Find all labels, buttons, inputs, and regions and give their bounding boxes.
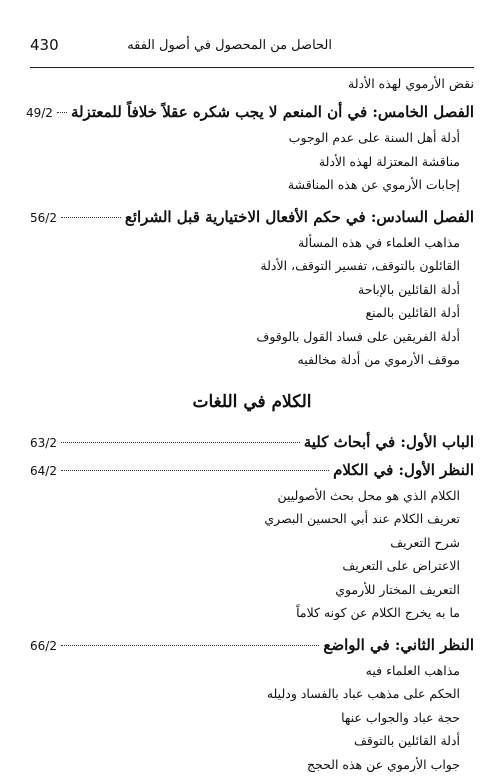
- table-of-contents: [25, 72, 474, 776]
- toc-entry-title: الباب الأول: في أبحاث كلية: [303, 432, 474, 451]
- toc-item: إجابات الأرموي عن هذه المناقشة: [287, 177, 460, 192]
- toc-entry-bab-1: [30, 428, 474, 456]
- toc-item: ما به يخرج الكلام عن كونه كلاماً: [296, 605, 460, 620]
- toc-item: أدلة أهل السنة على عدم الوجوب: [288, 130, 460, 145]
- dot-leader: [61, 470, 329, 471]
- toc-item: تعريف الكلام عند أبي الحسين البصري: [264, 511, 460, 526]
- section-heading: الكلام في اللغات: [192, 391, 312, 412]
- toc-item: حجة عباد والجواب عنها: [341, 709, 460, 725]
- toc-entry-chapter-6: [30, 203, 474, 231]
- running-title: الحاصل من المحصول في أصول الفقه: [127, 38, 332, 53]
- toc-item: مذاهب العلماء فيه: [365, 662, 460, 678]
- toc-item: نقض الأرموي لهذه الأدلة: [348, 76, 474, 91]
- toc-item: مناقشة المعتزلة لهذه الأدلة: [318, 153, 460, 169]
- toc-page-ref: 63/2: [30, 435, 57, 450]
- toc-entry-title: الفصل الخامس: في أن المنعم لا يجب شكره عقلاً خلافاً للمعتزلة: [70, 103, 474, 121]
- toc-entry-title: الفصل السادس: في حكم الأفعال الاختيارية قبل الشرائع: [124, 207, 474, 226]
- toc-item: القائلون بالتوقف، تفسير التوقف، الأدلة: [260, 258, 460, 273]
- toc-item: مذاهب العلماء في هذه المسألة: [298, 234, 460, 250]
- toc-item: أدلة القائلين بالإباحة: [358, 281, 460, 297]
- toc-entry-nazar-1: [30, 456, 474, 484]
- toc-page-ref: 66/2: [30, 638, 57, 653]
- dot-leader: [57, 112, 67, 113]
- toc-item: الاعتراض على التعريف: [342, 558, 460, 573]
- toc-page-ref: 64/2: [30, 463, 57, 478]
- toc-entry-nazar-2: [30, 631, 474, 659]
- toc-entry-title: النظر الثاني: في الواضع: [323, 635, 474, 654]
- toc-item: أدلة القائلين بالتوقف: [353, 733, 460, 748]
- page-number: 430: [30, 36, 59, 54]
- toc-item: جواب الأرموي عن هذه الحجج: [306, 756, 460, 772]
- toc-item: الحكم على مذهب عباد بالفساد ودليله: [266, 686, 460, 701]
- toc-page-ref: 56/2: [30, 210, 57, 225]
- toc-entry-title: النظر الأول: في الكلام: [333, 460, 474, 479]
- dot-leader: [61, 442, 300, 443]
- toc-item: التعريف المختار للأرموي: [335, 581, 460, 597]
- toc-page-ref: 49/2: [25, 106, 53, 120]
- toc-item: الكلام الذي هو محل بحث الأصوليين: [277, 487, 460, 503]
- dot-leader: [61, 217, 121, 218]
- page-header: [30, 8, 474, 68]
- toc-item: موقف الأرموي من أدلة مخالفيه: [297, 352, 460, 367]
- toc-item: أدلة القائلين بالمنع: [365, 305, 460, 320]
- dot-leader: [61, 645, 319, 646]
- toc-item: شرح التعريف: [390, 534, 460, 550]
- toc-item: أدلة الفريقين على فساد القول بالوقوف: [256, 328, 460, 344]
- toc-entry-chapter-5: [25, 98, 474, 126]
